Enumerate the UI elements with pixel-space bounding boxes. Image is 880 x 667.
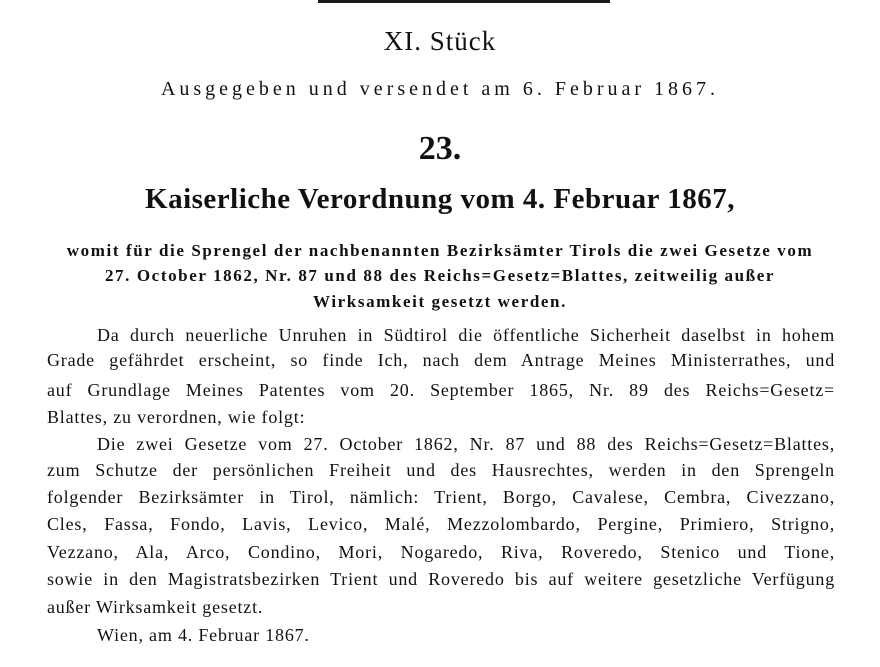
body-line: Blattes, zu verordnen, wie folgt: <box>47 407 306 427</box>
subtitle-line: womit für die Sprengel der nachbenannten Bezirksämter Tirols die zwei Gesetze vom <box>66 241 814 260</box>
body-line: Die zwei Gesetze vom 27. October 1862, Nr. 87 und 88 des Reichs=Gesetz=Blattes, <box>97 434 835 454</box>
issue-number: XI. Stück <box>383 26 497 56</box>
top-rule <box>318 0 610 3</box>
issue-date-line: Ausgegeben und versendet am 6. Februar 1867. <box>160 78 720 100</box>
body-line: folgender Bezirksämter in Tirol, nämlich: Trient, Borgo, Cavalese, Cembra, Civezzano, <box>47 487 835 507</box>
body-line: Cles, Fassa, Fondo, Lavis, Levico, Malé, Mezzolombardo, Pergine, Primiero, Strigno, <box>47 514 835 534</box>
body-line: Grade gefährdet erscheint, so finde Ich, nach dem Antrage Meines Ministerrathes, und <box>47 350 835 370</box>
decree-number: 23. <box>418 130 462 167</box>
body-line: auf Grundlage Meines Patentes vom 20. September 1865, Nr. 89 des Reichs=Gesetz= <box>47 380 835 400</box>
body-line: zum Schutze der persönlichen Freiheit und des Hausrechtes, werden in den Sprengeln <box>47 460 835 480</box>
signature-line: Wien, am 4. Februar 1867. <box>97 625 310 645</box>
body-line: Vezzano, Ala, Arco, Condino, Mori, Nogaredo, Riva, Roveredo, Stenico und Tione, <box>47 542 835 562</box>
subtitle-line: Wirksamkeit gesetzt werden. <box>313 292 567 311</box>
subtitle-line: 27. October 1862, Nr. 87 und 88 des Reichs=Gesetz=Blattes, zeitweilig außer <box>104 266 776 285</box>
body-line: außer Wirksamkeit gesetzt. <box>47 597 264 617</box>
decree-title: Kaiserliche Verordnung vom 4. Februar 1867, <box>145 183 735 215</box>
body-line: sowie in den Magistratsbezirken Trient und Roveredo bis auf weitere gesetzliche Verfügung <box>47 569 835 589</box>
body-line: Da durch neuerliche Unruhen in Südtirol die öffentliche Sicherheit daselbst in hohem <box>97 325 835 345</box>
